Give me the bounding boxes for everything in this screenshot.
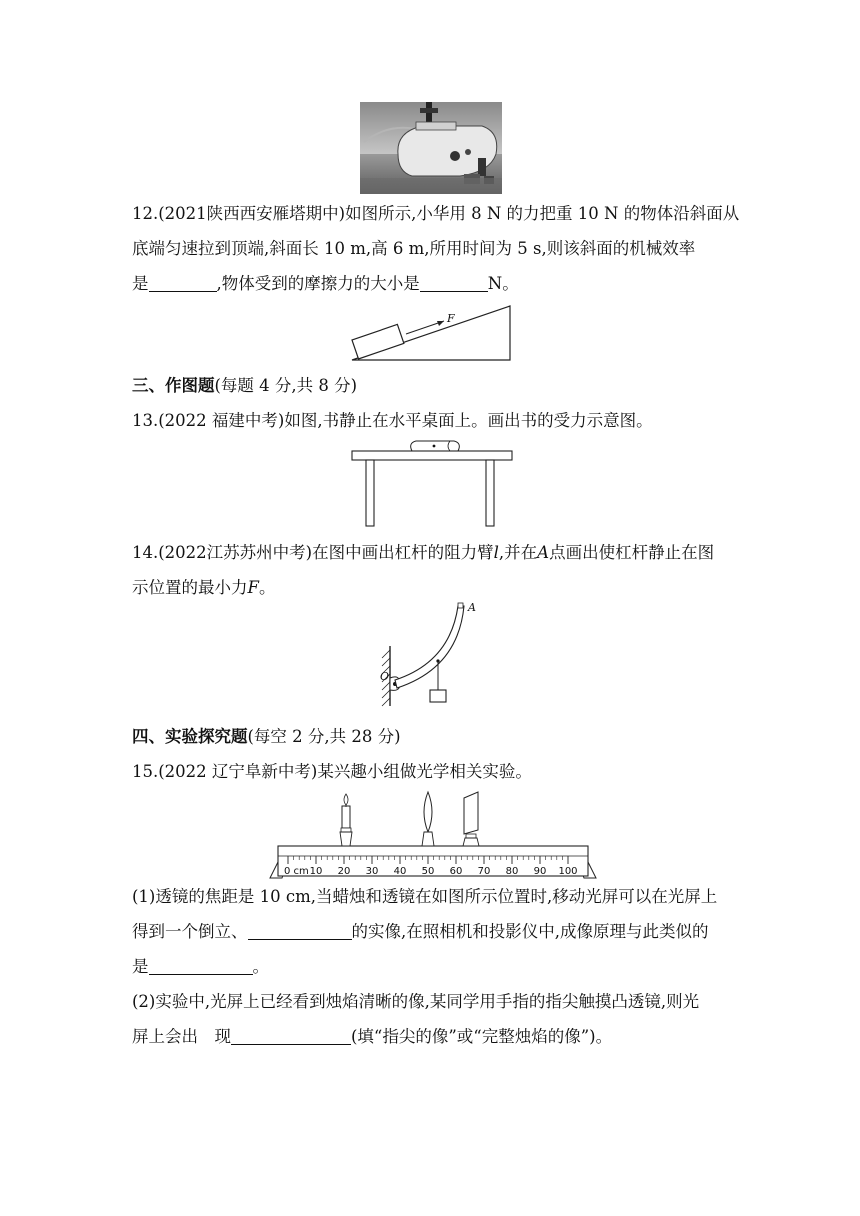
q15-intro: 15.(2022 辽宁阜新中考)某兴趣小组做光学相关实验。: [132, 762, 532, 781]
ruler-label: 50: [421, 866, 435, 877]
ruler-label: 80: [505, 866, 519, 877]
q15-p1-text-d: 。: [252, 957, 269, 976]
q12-text-c: N。: [487, 274, 519, 293]
q12-text-b: ,物体受到的摩擦力的大小是: [216, 274, 420, 293]
table-book-figure: [350, 439, 514, 533]
q15-p2-line-1: (2)实验中,光屏上已经看到烛焰清晰的像,某同学用手指的指尖触摸凸透镜,则光: [132, 992, 700, 1011]
section-3-note: (每题 4 分,共 8 分): [214, 376, 358, 395]
image-result-blank[interactable]: [231, 1028, 351, 1045]
section-4-note: (每空 2 分,共 28 分): [247, 727, 401, 746]
q15-p1-line-2: [132, 921, 732, 943]
ruler-label: 20: [337, 866, 351, 877]
q12-line-1: 12.(2021陕西西安雁塔期中)如图所示,小华用 8 N 的力把重 10 N 的物体沿斜面从: [132, 204, 740, 223]
ruler-label: 40: [393, 866, 407, 877]
ruler-label: 60: [449, 866, 463, 877]
q14-text-a: 14.(2022江苏苏州中考)在图中画出杠杆的阻力臂: [132, 543, 494, 562]
q14-line-1: [132, 542, 732, 564]
incline-figure: [348, 302, 518, 368]
q15-p1-text-b: 的实像,在照相机和投影仪中,成像原理与此类似的: [351, 922, 709, 941]
q14-text-c: 点画出使杠杆静止在图: [549, 543, 715, 562]
q15-p2-line-2: [132, 1026, 732, 1048]
q14-text-e: 。: [258, 578, 276, 597]
q15-p2-text-b: (填“指尖的像”或“完整烛焰的像”)。: [351, 1027, 613, 1046]
section-4-title: 四、实验探究题: [132, 727, 248, 746]
q14-text-b: ,并在: [498, 543, 538, 562]
section-4-heading: [132, 726, 732, 748]
point-o-label: O: [380, 670, 390, 683]
point-a-label: A: [468, 601, 476, 614]
q12-line-2: 底端匀速拉到顶端,斜面长 10 m,高 6 m,所用时间为 5 s,则该斜面的机械效率: [132, 239, 696, 258]
ruler-label: 100: [558, 866, 578, 877]
friction-blank[interactable]: [420, 275, 488, 292]
optical-bench-figure: [268, 790, 598, 886]
submarine-photo: [360, 102, 502, 194]
device-blank[interactable]: [149, 958, 253, 975]
q13-text: 13.(2022 福建中考)如图,书静止在水平桌面上。画出书的受力示意图。: [132, 411, 653, 430]
efficiency-blank[interactable]: [149, 275, 217, 292]
ruler-label: 0 cm: [284, 866, 309, 877]
q14-text-d: 示位置的最小力: [132, 578, 248, 597]
candle: [340, 794, 352, 846]
q14-var-a: A: [537, 543, 550, 562]
lever-figure: [376, 600, 486, 714]
section-3-heading: [132, 375, 732, 397]
ruler-label: 70: [477, 866, 491, 877]
image-type-blank[interactable]: [248, 923, 352, 940]
ruler-label: 30: [365, 866, 379, 877]
q14-var-l: l: [493, 543, 499, 562]
force-label-f: F: [447, 312, 455, 325]
q15-p2-text-a: 屏上会出 现: [132, 1027, 231, 1046]
q15-p1-text-c: 是: [132, 957, 149, 976]
q15-p1-line-3: [132, 956, 732, 978]
q15-p1-line-1: (1)透镜的焦距是 10 cm,当蜡烛和透镜在如图所示位置时,移动光屏可以在光屏上: [132, 887, 718, 906]
q12-text-a: 是: [132, 274, 149, 293]
q14-line-2: [132, 577, 732, 599]
convex-lens: [422, 792, 434, 846]
q14-var-f: F: [247, 578, 259, 597]
q15-p1-text-a: 得到一个倒立、: [132, 922, 248, 941]
ruler-label: 90: [533, 866, 547, 877]
ruler-label: 10: [309, 866, 323, 877]
light-screen: [463, 792, 479, 846]
section-3-title: 三、作图题: [132, 376, 215, 395]
q12-line-3: [132, 273, 732, 295]
